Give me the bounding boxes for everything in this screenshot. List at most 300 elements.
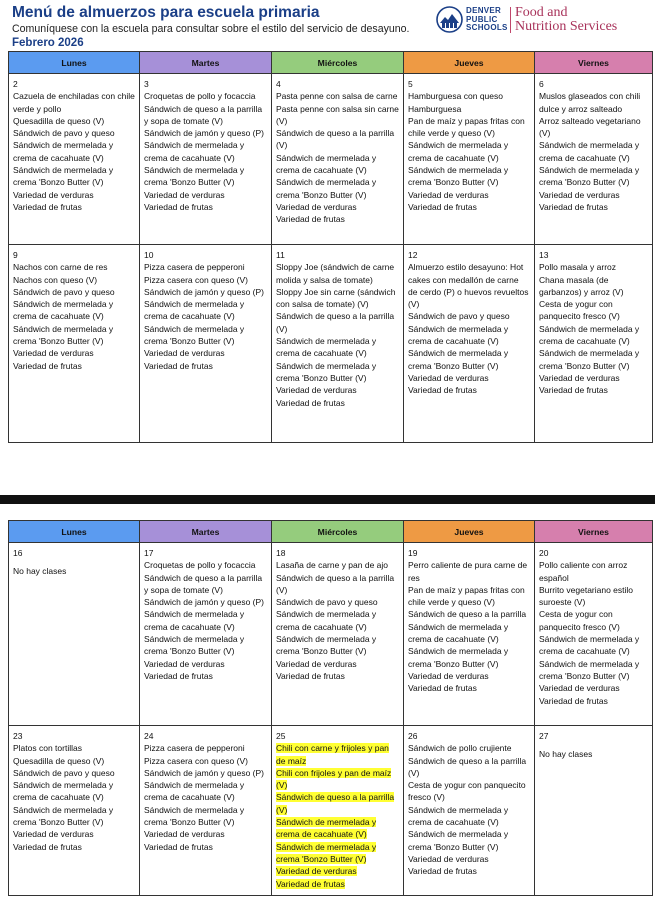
day-cell [404,74,535,245]
menu-item [408,323,530,348]
menu-item-text: Sándwich de mermelada y crema de cacahuate (V) [408,621,509,645]
menu-item [13,189,135,201]
menu-item-text: Variedad de verduras [144,658,225,669]
menu-item [13,841,135,853]
menu-item-text: Variedad de verduras [408,670,489,681]
menu-item [408,621,530,646]
menu-item-text: Quesadilla de queso (V) [13,755,105,766]
menu-item [539,298,648,323]
day-cell [272,543,404,726]
day-number: 17 [144,548,154,558]
menu-item-text: Sándwich de mermelada y crema de cacahuate (V) [408,323,509,347]
menu-item-text: Sándwich de queso a la parrilla (V) [276,128,395,151]
menu-item-text: Sándwich de pavo y queso [276,597,378,608]
page-title: Menú de almuerzos para escuela primaria [12,4,320,21]
menu-item [539,90,648,115]
weekday-header-row [9,521,653,543]
menu-item-text: Sándwich de mermelada y crema 'Bonzo Butter (V) [408,646,509,669]
menu-item-text: Sándwich de mermelada y crema de cacahuate (V) [144,609,245,632]
menu-item [276,608,399,633]
menu-item-text: Arroz salteado vegetariano (V) [539,115,641,139]
menu-item-text: Pollo caliente con arroz español [539,560,628,583]
menu-item-text: Variedad de verduras [276,866,357,877]
menu-item [408,865,530,877]
calendar-weeks-1-2 [8,51,653,443]
day-cell [9,543,140,726]
menu-item-text: Variedad de frutas [276,214,345,225]
header-viernes: Viernes [535,52,653,74]
menu-item-text: Sándwich de queso a la parrilla (V) [276,311,395,334]
menu-item-text: Sándwich de mermelada y crema 'Bonzo Butter (V) [539,165,640,188]
menu-item [539,261,648,273]
menu-item [13,201,135,213]
menu-item-text: Variedad de frutas [144,670,213,681]
menu-item [276,865,399,877]
menu-item-text: Variedad de verduras [276,201,357,212]
day-number: 16 [13,548,23,558]
menu-item [13,139,135,164]
menu-item [276,816,399,841]
menu-item [144,596,267,608]
menu-item-text: Sándwich de mermelada y crema de cacahuate (V) [539,140,640,163]
menu-item-text: Nachos con queso (V) [13,274,98,285]
menu-item [539,658,648,683]
menu-item-text: Sándwich de pavo y queso [408,311,510,322]
menu-item [408,310,530,322]
menu-item-text: Sloppy Joe sin carne (sándwich con salsa de tomate) (V) [276,286,396,310]
menu-item [13,286,135,298]
menu-item-text: Variedad de frutas [276,878,345,889]
menu-item-text: Sándwich de queso a la parrilla y sopa de tomate (V) [144,103,263,126]
menu-item-text: Variedad de verduras [13,189,94,200]
menu-item [13,360,135,372]
menu-item-text: Sándwich de mermelada y crema de cacahuate (V) [144,140,245,163]
menu-item [539,274,648,299]
menu-item-text: Variedad de verduras [276,385,357,396]
menu-item-text: Sándwich de mermelada y crema 'Bonzo Butter (V) [408,348,509,371]
menu-item-text: Pan de maíz y papas fritas con chile verde y queso (V) [408,115,525,139]
menu-item-text: Sándwich de mermelada y crema 'Bonzo Butter (V) [276,177,377,200]
menu-item [276,841,399,866]
header-lunes: Lunes [9,52,140,74]
menu-item-text: Chili con carne y frijoles y pan de maíz [276,743,389,766]
day-number: 12 [408,250,418,260]
menu-item [13,828,135,840]
menu-item-text: Variedad de frutas [144,841,213,852]
menu-item-text: Sándwich de mermelada y crema de cacahuate (V) [13,140,114,163]
menu-item-text: Variedad de verduras [144,189,225,200]
menu-item [13,347,135,359]
menu-item [276,127,399,152]
menu-item-text: Sándwich de mermelada y crema de cacahuate (V) [13,299,114,322]
menu-item [408,261,530,310]
day-number: 18 [276,548,286,558]
menu-item-text: Sándwich de mermelada y crema 'Bonzo Butter (V) [144,323,245,347]
menu-item-text: Variedad de frutas [408,683,477,694]
menu-item-text: Variedad de frutas [13,841,82,852]
day-number: 5 [408,79,413,89]
menu-item [144,164,267,189]
menu-item-text: Variedad de frutas [539,201,608,212]
menu-item [408,559,530,584]
menu-item-text: Sándwich de queso a la parrilla y sopa de tomate (V) [144,572,263,595]
week-row [9,245,653,443]
menu-item-text: Variedad de frutas [408,866,477,877]
day-number: 11 [276,250,285,260]
menu-item-text: Variedad de frutas [144,360,213,371]
day-cell [9,726,140,896]
day-cell [272,74,404,245]
menu-item [408,682,530,694]
menu-item-text: Sándwich de mermelada y crema 'Bonzo Butter (V) [539,348,640,371]
menu-item [13,298,135,323]
menu-item [276,596,399,608]
menu-item-text: Sándwich de mermelada y crema 'Bonzo Butter (V) [408,165,509,188]
day-cell [140,74,272,245]
menu-item-text: Variedad de verduras [13,829,94,840]
day-number: 9 [13,250,18,260]
day-number: 23 [13,731,23,741]
menu-item [13,274,135,286]
menu-item [408,584,530,609]
menu-item [144,670,267,682]
menu-item-text: No hay clases [13,566,67,577]
city-skyline-icon [436,6,463,33]
menu-item-text: Sándwich de mermelada y crema de cacahuate (V) [144,299,245,322]
day-cell [272,726,404,896]
menu-item [276,261,399,286]
menu-item [408,164,530,189]
menu-item-text: Variedad de verduras [539,372,620,383]
page-divider [0,495,655,504]
menu-item [276,397,399,409]
menu-item-text: Sándwich de pollo crujiente [408,743,512,754]
menu-item-text: Sándwich de mermelada y crema 'Bonzo Butter (V) [144,165,245,188]
menu-item-text: Variedad de frutas [144,201,213,212]
menu-item [144,608,267,633]
menu-item [276,152,399,177]
menu-item-text: Sándwich de jamón y queso (P) [144,128,265,139]
menu-item [408,372,530,384]
menu-item-text: Burrito vegetariano estilo suroeste (V) [539,584,634,608]
menu-item [408,670,530,682]
day-number: 4 [276,79,281,89]
menu-item [13,127,135,139]
menu-item-text: Almuerzo estilo desayuno: Hot cakes con medallón de carne de cerdo (P) o huevos revueltos (V) [408,262,529,310]
menu-item [276,559,399,571]
logo-divider [510,7,511,33]
header-jueves: Jueves [404,52,535,74]
menu-item [539,559,648,584]
menu-item [408,347,530,372]
menu-item [539,372,648,384]
menu-item-text: Sándwich de jamón y queso (P) [144,286,265,297]
day-cell [535,726,653,896]
menu-item [539,633,648,658]
menu-item-text: Quesadilla de queso (V) [13,115,105,126]
page-subtitle: Comuníquese con la escuela para consultar sobre el estilo del servicio de desayuno. [12,23,410,35]
menu-item [539,189,648,201]
header-martes: Martes [140,521,272,543]
menu-item-text: Sándwich de mermelada y crema 'Bonzo Butter (V) [276,841,377,864]
menu-item [539,164,648,189]
menu-item [144,559,267,571]
menu-item [144,139,267,164]
menu-item [276,658,399,670]
menu-item-text: Lasaña de carne y pan de ajo [276,560,389,571]
day-cell [404,543,535,726]
menu-item-text: Pizza casera de pepperoni [144,743,245,754]
menu-item [276,633,399,658]
menu-item [144,779,267,804]
menu-item [408,201,530,213]
menu-item-text: Sándwich de mermelada y crema de cacahuate (V) [539,634,640,657]
week-row [9,74,653,245]
menu-item-text: Sándwich de jamón y queso (P) [144,767,265,778]
menu-item-text: Sándwich de mermelada y crema 'Bonzo Butter (V) [144,804,245,828]
menu-item-text: Croquetas de pollo y focaccia [144,91,256,102]
menu-item-text: Sándwich de pavo y queso [13,128,115,139]
menu-item [276,360,399,385]
menu-item [144,347,267,359]
menu-item-text: Pizza casera con queso (V) [144,755,248,766]
header-miercoles: Miércoles [272,521,404,543]
menu-item-text: Variedad de verduras [408,853,489,864]
menu-item [276,384,399,396]
menu-item-text: Sándwich de mermelada y crema 'Bonzo Butter (V) [144,634,245,657]
menu-item [144,201,267,213]
menu-item [144,767,267,779]
day-number: 13 [539,250,549,260]
menu-item [144,804,267,829]
menu-item [144,286,267,298]
menu-item-text: Sándwich de mermelada y crema de cacahuate (V) [539,323,640,347]
day-number: 3 [144,79,149,89]
menu-item-text: Sándwich de queso a la parrilla [408,609,527,620]
day-number: 10 [144,250,154,260]
menu-item-text: Variedad de verduras [539,189,620,200]
menu-item [144,90,267,102]
dps-logo [436,6,651,36]
menu-item-text: Variedad de frutas [408,201,477,212]
menu-item-text: Croquetas de pollo y focaccia [144,560,256,571]
menu-item [13,90,135,115]
menu-item-text: Sándwich de mermelada y crema de cacahuate (V) [276,609,377,632]
menu-item-text: Pasta penne con salsa de carne [276,91,398,102]
menu-item-text: Sándwich de queso a la parrilla (V) [408,755,527,778]
menu-item [408,139,530,164]
day-cell [535,543,653,726]
menu-item [539,608,648,633]
menu-item-text: Sándwich de mermelada y crema de cacahuate (V) [276,817,377,840]
day-cell [140,726,272,896]
menu-item-text: Pan de maíz y papas fritas con chile verde y queso (V) [408,584,525,608]
day-cell [140,245,272,443]
day-number: 27 [539,731,549,741]
menu-item [144,841,267,853]
menu-item-text: Sándwich de queso a la parrilla (V) [276,572,395,595]
menu-item [539,201,648,213]
menu-item-text: Hamburguesa con queso [408,91,503,102]
menu-item-text: Variedad de frutas [13,201,82,212]
menu-item [144,828,267,840]
menu-item-text: Sándwich de mermelada y crema de cacahuate (V) [13,780,114,803]
menu-item [144,755,267,767]
menu-item [276,572,399,597]
menu-item-text: Variedad de verduras [13,348,94,359]
menu-item-text: Pollo masala y arroz [539,262,617,273]
menu-item-text: Sándwich de jamón y queso (P) [144,597,265,608]
menu-item [539,384,648,396]
day-number: 2 [13,79,18,89]
day-number: 25 [276,731,286,741]
menu-item [144,127,267,139]
menu-item-text: Sándwich de mermelada y crema 'Bonzo Butter (V) [276,360,377,383]
menu-item [276,742,399,767]
menu-item-text: Cesta de yogur con panquecito fresco (V) [408,780,526,803]
menu-item [276,103,399,128]
menu-item-text: Sándwich de mermelada y crema 'Bonzo Butter (V) [13,804,114,828]
menu-item [408,115,530,140]
menu-item-text: No hay clases [539,749,593,760]
menu-item [408,755,530,780]
menu-item-text: Sándwich de mermelada y crema 'Bonzo Butter (V) [276,634,377,657]
menu-item [144,572,267,597]
header-miercoles: Miércoles [272,52,404,74]
day-number: 26 [408,731,418,741]
menu-item-text: Sándwich de mermelada y crema de cacahuate (V) [408,140,509,163]
menu-item-text: Variedad de verduras [408,372,489,383]
menu-item-text: Variedad de frutas [539,695,608,706]
menu-item [539,115,648,140]
menu-item [539,347,648,372]
menu-item-text: Sándwich de pavo y queso [13,767,115,778]
header-martes: Martes [140,52,272,74]
menu-item [276,213,399,225]
menu-item-text: Variedad de verduras [539,683,620,694]
menu-item-text: Variedad de frutas [13,360,82,371]
menu-item [408,779,530,804]
menu-item-text: Sándwich de queso a la parrilla (V) [276,792,395,815]
menu-item [144,274,267,286]
menu-item-text: Perro caliente de pura carne de res [408,560,528,583]
menu-item [408,828,530,853]
menu-item [539,323,648,348]
menu-item-text: Cesta de yogur con panquecito fresco (V) [539,299,620,322]
menu-item-text: Chili con frijoles y pan de maíz (V) [276,767,392,791]
day-cell [140,543,272,726]
menu-item-text: Sándwich de mermelada y crema de cacahuate (V) [276,336,377,359]
menu-item-text: Hamburguesa [408,103,462,114]
day-number: 20 [539,548,549,558]
header-jueves: Jueves [404,521,535,543]
menu-item-text: Variedad de frutas [539,385,608,396]
menu-item-text: Variedad de frutas [276,397,345,408]
fns-wordmark: Food and Nutrition Services [515,5,618,34]
menu-item [539,748,648,760]
day-number: 19 [408,548,418,558]
menu-item [276,335,399,360]
menu-item [276,286,399,311]
menu-item [144,360,267,372]
menu-item-text: Cesta de yogur con panquecito fresco (V) [539,609,620,632]
dps-wordmark: DENVER PUBLIC SCHOOLS [466,6,508,33]
day-cell [535,74,653,245]
menu-item-text: Variedad de frutas [276,670,345,681]
menu-item [144,189,267,201]
week-row [9,543,653,726]
menu-item [276,878,399,890]
menu-item [408,608,530,620]
menu-item [408,90,530,102]
menu-item-text: Sándwich de mermelada y crema 'Bonzo Butter (V) [13,323,114,347]
menu-item [144,658,267,670]
menu-item [144,261,267,273]
menu-item-text: Sándwich de mermelada y crema de cacahuate (V) [408,804,509,828]
menu-item [408,742,530,754]
menu-item [13,742,135,754]
day-cell [9,245,140,443]
menu-item-text: Sándwich de mermelada y crema de cacahuate (V) [276,152,377,176]
day-number: 6 [539,79,544,89]
menu-item [276,767,399,792]
menu-item-text: Variedad de verduras [276,658,357,669]
menu-item-text: Sándwich de pavo y queso [13,286,115,297]
menu-item [276,791,399,816]
menu-item [13,261,135,273]
menu-item [539,682,648,694]
menu-item [13,565,135,577]
menu-item-text: Nachos con carne de res [13,262,108,273]
menu-item [144,298,267,323]
menu-item [408,804,530,829]
menu-item-text: Variedad de verduras [144,348,225,359]
day-number: 24 [144,731,154,741]
menu-item [276,176,399,201]
header-viernes: Viernes [535,521,653,543]
menu-item-text: Sándwich de mermelada y crema de cacahuate (V) [144,780,245,803]
menu-item [408,853,530,865]
menu-item-text: Variedad de verduras [144,829,225,840]
menu-item [144,742,267,754]
menu-item-text: Sándwich de mermelada y crema 'Bonzo Butter (V) [13,165,114,188]
menu-item [13,767,135,779]
menu-item [539,695,648,707]
menu-item [144,103,267,128]
menu-item [276,670,399,682]
menu-item [276,310,399,335]
header-lunes: Lunes [9,521,140,543]
menu-item-text: Sándwich de mermelada y crema 'Bonzo Butter (V) [408,829,509,852]
menu-item-text: Cazuela de enchiladas con chile verde y pollo [13,91,135,114]
menu-item-text: Sándwich de mermelada y crema 'Bonzo Butter (V) [539,658,640,681]
day-cell [404,726,535,896]
menu-item-text: Variedad de verduras [408,189,489,200]
day-cell [9,74,140,245]
menu-item [539,139,648,164]
day-cell [404,245,535,443]
week-row [9,726,653,896]
menu-item-text: Pasta penne con salsa sin carne (V) [276,103,399,126]
menu-item-text: Variedad de frutas [408,385,477,396]
menu-item-text: Sloppy Joe (sándwich de carne molida y salsa de tomate) [276,262,395,285]
menu-item [13,164,135,189]
menu-item [408,103,530,115]
day-cell [535,245,653,443]
menu-item-text: Muslos glaseados con chili dulce y arroz salteado [539,91,641,114]
menu-item [276,90,399,102]
menu-item-text: Pizza casera con queso (V) [144,274,248,285]
